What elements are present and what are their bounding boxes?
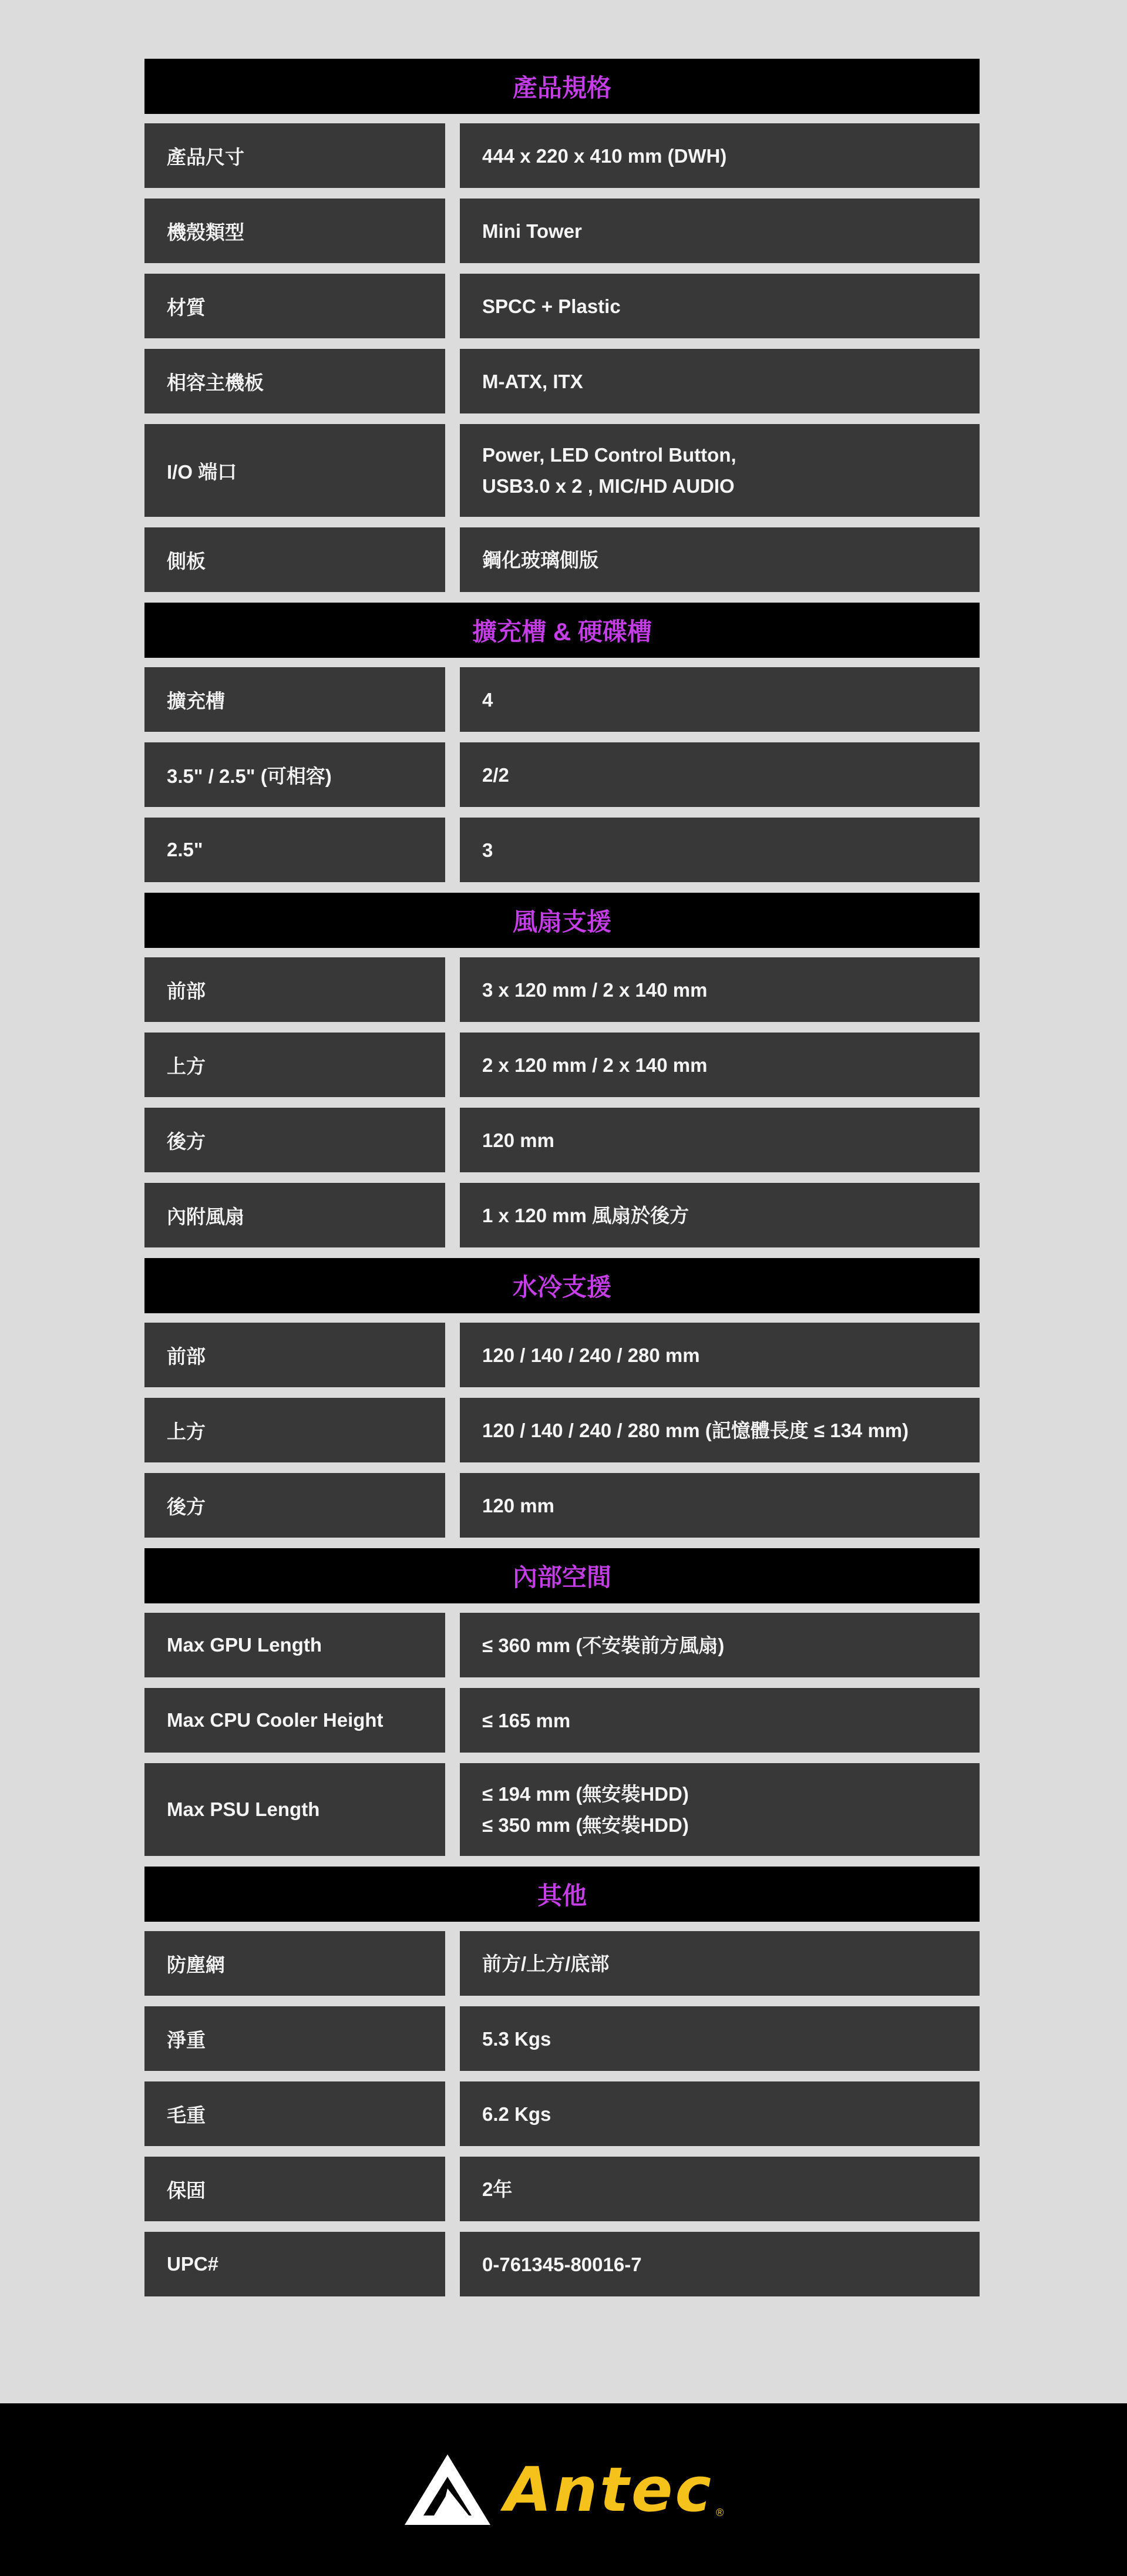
spec-row (144, 1398, 980, 1462)
spec-value-line: M-ATX, ITX (482, 370, 583, 392)
section-header: 其他 (144, 1867, 980, 1922)
spec-label: Max PSU Length (144, 1763, 445, 1856)
spec-row (144, 2081, 980, 2146)
spec-value (460, 1688, 980, 1753)
spec-value-line: 2 x 120 mm / 2 x 140 mm (482, 1054, 708, 1076)
spec-value-line: 1 x 120 mm 風扇於後方 (482, 1204, 689, 1226)
spec-row (144, 2157, 980, 2221)
spec-value (460, 1323, 980, 1387)
spec-label: 材質 (144, 274, 445, 338)
spec-label: 內附風扇 (144, 1183, 445, 1247)
spec-value-line: 2/2 (482, 764, 509, 786)
spec-row (144, 1183, 980, 1247)
spec-value-line: ≤ 194 mm (無安裝HDD) (482, 1783, 689, 1805)
spec-row (144, 1613, 980, 1677)
spec-value-line: 120 mm (482, 1129, 554, 1151)
spec-label: 淨重 (144, 2006, 445, 2071)
antec-logo (403, 2453, 724, 2526)
spec-value (460, 274, 980, 338)
spec-value-line: ≤ 360 mm (不安裝前方風扇) (482, 1634, 725, 1656)
spec-value (460, 349, 980, 413)
spec-value-line: 前方/上方/底部 (482, 1952, 610, 1975)
spec-value-line: SPCC + Plastic (482, 295, 621, 317)
spec-label: 上方 (144, 1033, 445, 1097)
spec-value-line: 4 (482, 688, 493, 711)
spec-value (460, 2081, 980, 2146)
spec-label: 後方 (144, 1108, 445, 1172)
spec-row (144, 199, 980, 263)
spec-value (460, 1613, 980, 1677)
spec-value-line: 6.2 Kgs (482, 2103, 551, 2125)
antec-triangle-logo-icon (403, 2453, 492, 2526)
spec-value (460, 1183, 980, 1247)
spec-row (144, 527, 980, 592)
spec-value-line: 3 (482, 839, 493, 861)
spec-value-line: Mini Tower (482, 220, 582, 242)
brand-wordmark: Antec (504, 2454, 714, 2525)
section-header: 擴充槽 & 硬碟槽 (144, 603, 980, 658)
spec-table (144, 59, 980, 2307)
section-header: 風扇支援 (144, 893, 980, 948)
section-header: 產品規格 (144, 59, 980, 114)
spec-label: 毛重 (144, 2081, 445, 2146)
spec-value (460, 527, 980, 592)
spec-value (460, 1931, 980, 1996)
spec-row (144, 349, 980, 413)
spec-label: 上方 (144, 1398, 445, 1462)
spec-row (144, 1323, 980, 1387)
registered-mark: ® (716, 2507, 724, 2518)
spec-row (144, 1688, 980, 1753)
spec-label: I/O 端口 (144, 424, 445, 517)
spec-value (460, 1763, 980, 1856)
spec-row (144, 1931, 980, 1996)
spec-label: 機殼類型 (144, 199, 445, 263)
footer (0, 2403, 1127, 2576)
spec-label: 相容主機板 (144, 349, 445, 413)
spec-value-line: 120 / 140 / 240 / 280 mm (482, 1344, 700, 1366)
spec-value-line: 鋼化玻璃側版 (482, 549, 598, 571)
spec-value-line: 0-761345-80016-7 (482, 2253, 642, 2275)
spec-row (144, 424, 980, 517)
spec-value-line: 444 x 220 x 410 mm (DWH) (482, 144, 727, 167)
spec-row (144, 274, 980, 338)
spec-value (460, 957, 980, 1022)
spec-value-line: Power, LED Control Button, (482, 444, 736, 466)
spec-label: 側板 (144, 527, 445, 592)
spec-label: 前部 (144, 1323, 445, 1387)
spec-row (144, 818, 980, 882)
spec-row (144, 1108, 980, 1172)
spec-label: 擴充槽 (144, 667, 445, 732)
spec-label: Max GPU Length (144, 1613, 445, 1677)
spec-label: 產品尺寸 (144, 123, 445, 188)
spec-row (144, 742, 980, 807)
spec-value-line: 2年 (482, 2178, 513, 2200)
spec-label: 前部 (144, 957, 445, 1022)
spec-value-line: ≤ 350 mm (無安裝HDD) (482, 1814, 689, 1836)
spec-label: 防塵網 (144, 1931, 445, 1996)
spec-label: 2.5" (144, 818, 445, 882)
spec-row (144, 1033, 980, 1097)
spec-value (460, 199, 980, 263)
spec-value-line: 120 mm (482, 1494, 554, 1516)
spec-label: 保固 (144, 2157, 445, 2221)
spec-row (144, 2232, 980, 2296)
spec-value (460, 742, 980, 807)
spec-value-line: 120 / 140 / 240 / 280 mm (記憶體長度 ≤ 134 mm) (482, 1419, 909, 1441)
spec-value (460, 667, 980, 732)
spec-label: 3.5" / 2.5" (可相容) (144, 742, 445, 807)
spec-row (144, 667, 980, 732)
section-header: 內部空間 (144, 1548, 980, 1603)
spec-value-line: 5.3 Kgs (482, 2027, 551, 2050)
spec-value-line: USB3.0 x 2 , MIC/HD AUDIO (482, 475, 735, 497)
spec-row (144, 1473, 980, 1538)
spec-value (460, 2232, 980, 2296)
spec-row (144, 957, 980, 1022)
spec-value (460, 1473, 980, 1538)
spec-value-line: ≤ 165 mm (482, 1709, 571, 1731)
spec-value (460, 818, 980, 882)
spec-row (144, 123, 980, 188)
spec-value (460, 2006, 980, 2071)
spec-row (144, 2006, 980, 2071)
spec-row (144, 1763, 980, 1856)
spec-label: UPC# (144, 2232, 445, 2296)
spec-label: Max CPU Cooler Height (144, 1688, 445, 1753)
spec-value (460, 2157, 980, 2221)
spec-value (460, 424, 980, 517)
spec-value (460, 123, 980, 188)
section-header: 水冷支援 (144, 1258, 980, 1313)
spec-label: 後方 (144, 1473, 445, 1538)
spec-value-line: 3 x 120 mm / 2 x 140 mm (482, 978, 708, 1001)
spec-value (460, 1398, 980, 1462)
spec-value (460, 1033, 980, 1097)
spec-value (460, 1108, 980, 1172)
